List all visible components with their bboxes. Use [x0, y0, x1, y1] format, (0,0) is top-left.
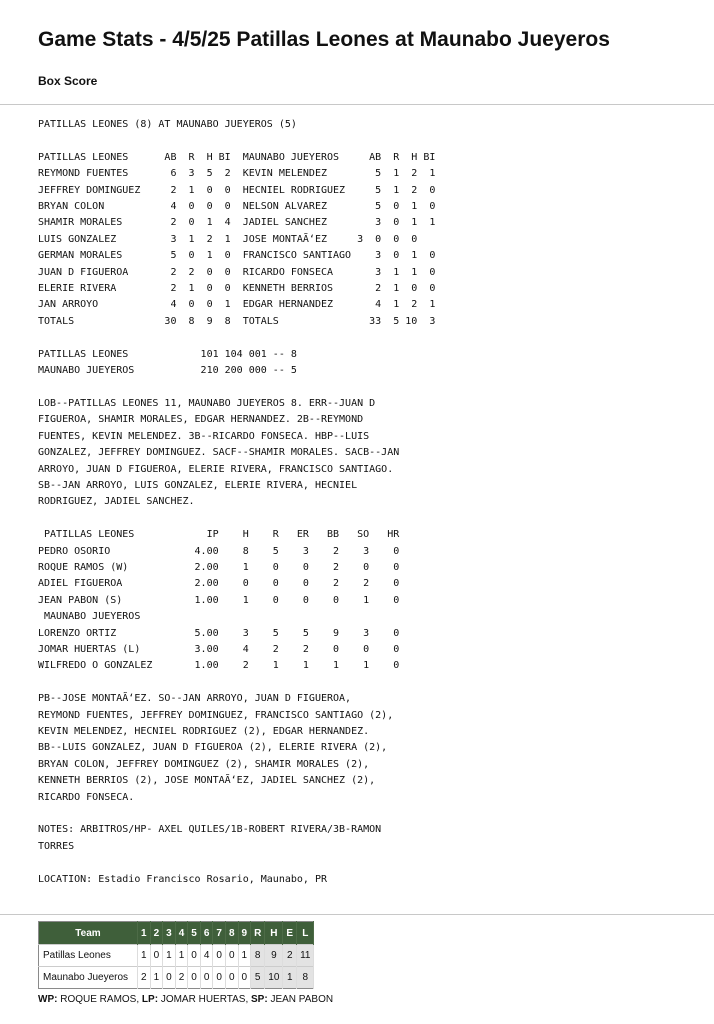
winning-pitcher: ROQUE RAMOS, [60, 994, 140, 1005]
total-errors: 2 [283, 945, 297, 967]
header-inning-9: 9 [238, 922, 251, 945]
pitching-decisions [38, 994, 333, 1005]
inning-score: 2 [138, 967, 151, 989]
page-title: Game Stats - 4/5/25 Patillas Leones at Maunabo Jueyeros [38, 28, 610, 51]
inning-score: 4 [200, 945, 213, 967]
total-runs: 5 [251, 967, 265, 989]
header-runs: R [251, 922, 265, 945]
box-score-text: PATILLAS LEONES (8) AT MAUNABO JUEYEROS (5) PATILLAS LEONES AB R H BI MAUNABO JUEYEROS AB R H BI REYMOND FUENTES 6 3 5 2 KEVIN MELENDEZ 5 1 2 1 JEFFREY DOMINGUEZ 2 1 0 0 HECNIEL RODRIGUEZ 5 1 2 0 BRYAN COLON 4 0 0 0 NELSON ALVAREZ 5 0 1 0 SHAMIR MORALES 2 0 1 4 JADIEL SANCHEZ 3 0 1 1 LUIS GONZALEZ 3 1 2 1 JOSE MONTAÃ‘EZ 3 0 0 0 GERMAN MORALES 5 0 1 0 FRANCISCO SANTIAGO 3 0 1 0 JUAN D FIGUEROA 2 2 0 0 RICARDO FONSECA 3 1 1 0 ELERIE RIVERA 2 1 0 0 KENNETH BERRIOS 2 1 0 0 JAN ARROYO 4 0 0 1 EDGAR HERNANDEZ 4 1 2 1 TOTALS 30 8 9 8 TOTALS 33 5 10 3 PATILLAS LEONES 101 104 001 -- 8 MAUNABO JUEYEROS 210 200 000 -- 5 LOB--PATILLAS LEONES 11, MAUNABO JUEYEROS 8. ERR--JUAN D FIGUEROA, SHAMIR MORALES, EDGAR HERNANDEZ. 2B--REYMOND FUENTES, KEVIN MELENDEZ. 3B--RICARDO FONSECA. HBP--LUIS GONZALEZ, JEFFREY DOMINGUEZ. SACF--SHAMIR MORALES. SACB--JAN ARROYO, JUAN D FIGUEROA, ELERIE RIVERA, FRANCISCO SANTIAGO. SB--JAN ARROYO, LUIS GONZALEZ, ELERIE RIVERA, HECNIEL RODRIGUEZ, JADIEL SANCHEZ. PATILLAS LEONES IP H R ER BB SO HR PEDRO OSORIO 4.00 8 5 3 2 3 0 ROQUE RAMOS (W) 2.00 1 0 0 2 0 0 ADIEL FIGUEROA 2.00 0 0 0 2 2 0 JEAN PABON (S) 1.00 1 0 0 0 1 0 MAUNABO JUEYEROS LORENZO ORTIZ 5.00 3 5 5 9 3 0 JOMAR HUERTAS (L) 3.00 4 2 2 0 0 0 WILFREDO O GONZALEZ 1.00 2 1 1 1 1 0 PB--JOSE MONTAÃ‘EZ. SO--JAN ARROYO, JUAN D FIGUEROA, REYMOND FUENTES, JEFFREY DOMINGUEZ, FRANCISCO SANTIAGO (2), KEVIN MELENDEZ, HECNIEL RODRIGUEZ (2), EDGAR HERNANDEZ. BB--LUIS GONZALEZ, JUAN D FIGUEROA (2), ELERIE RIVERA (2), BRYAN COLON, JEFFREY DOMINGUEZ (2), SHAMIR MORALES (2), KENNETH BERRIOS (2), JOSE MONTAÃ‘EZ, JADIEL SANCHEZ (2), RICARDO FONSECA. NOTES: ARBITROS/HP- AXEL QUILES/1B-ROBERT RIVERA/3B-RAMON TORRES LOCATION: Estadio Francisco Rosario, Maunabo, PR [38, 119, 436, 885]
section-title: Box Score [38, 74, 98, 88]
header-team: Team [39, 922, 138, 945]
wp-label: WP: [38, 994, 58, 1005]
inning-score: 1 [238, 945, 251, 967]
inning-score: 1 [150, 967, 163, 989]
linescore-table [38, 921, 314, 989]
inning-score: 2 [175, 967, 188, 989]
inning-score: 0 [200, 967, 213, 989]
inning-score: 0 [188, 945, 201, 967]
inning-score: 1 [138, 945, 151, 967]
inning-score: 0 [163, 967, 176, 989]
header-hits: H [265, 922, 283, 945]
inning-score: 0 [150, 945, 163, 967]
linescore-header-row [39, 922, 314, 945]
inning-score: 0 [213, 967, 226, 989]
header-inning-7: 7 [213, 922, 226, 945]
team-name: Patillas Leones [39, 945, 138, 967]
header-inning-2: 2 [150, 922, 163, 945]
linescore-row-home [39, 967, 314, 989]
header-inning-6: 6 [200, 922, 213, 945]
total-errors: 1 [283, 967, 297, 989]
total-hits: 10 [265, 967, 283, 989]
header-inning-5: 5 [188, 922, 201, 945]
inning-score: 0 [188, 967, 201, 989]
losing-pitcher: JOMAR HUERTAS, [160, 994, 249, 1005]
inning-score: 0 [238, 967, 251, 989]
header-lob: L [297, 922, 314, 945]
sp-label: SP: [251, 994, 268, 1005]
team-name: Maunabo Jueyeros [39, 967, 138, 989]
inning-score: 1 [163, 945, 176, 967]
lp-label: LP: [141, 994, 159, 1005]
top-divider [0, 104, 714, 105]
total-runs: 8 [251, 945, 265, 967]
linescore-row-away [39, 945, 314, 967]
header-inning-4: 4 [175, 922, 188, 945]
total-lob: 8 [297, 967, 314, 989]
total-hits: 9 [265, 945, 283, 967]
total-lob: 11 [297, 945, 314, 967]
bottom-divider [0, 914, 714, 915]
inning-score: 1 [175, 945, 188, 967]
inning-score: 0 [225, 945, 238, 967]
header-inning-1: 1 [138, 922, 151, 945]
header-errors: E [283, 922, 297, 945]
inning-score: 0 [213, 945, 226, 967]
inning-score: 0 [225, 967, 238, 989]
save-pitcher: JEAN PABON [270, 994, 334, 1005]
header-inning-8: 8 [225, 922, 238, 945]
header-inning-3: 3 [163, 922, 176, 945]
